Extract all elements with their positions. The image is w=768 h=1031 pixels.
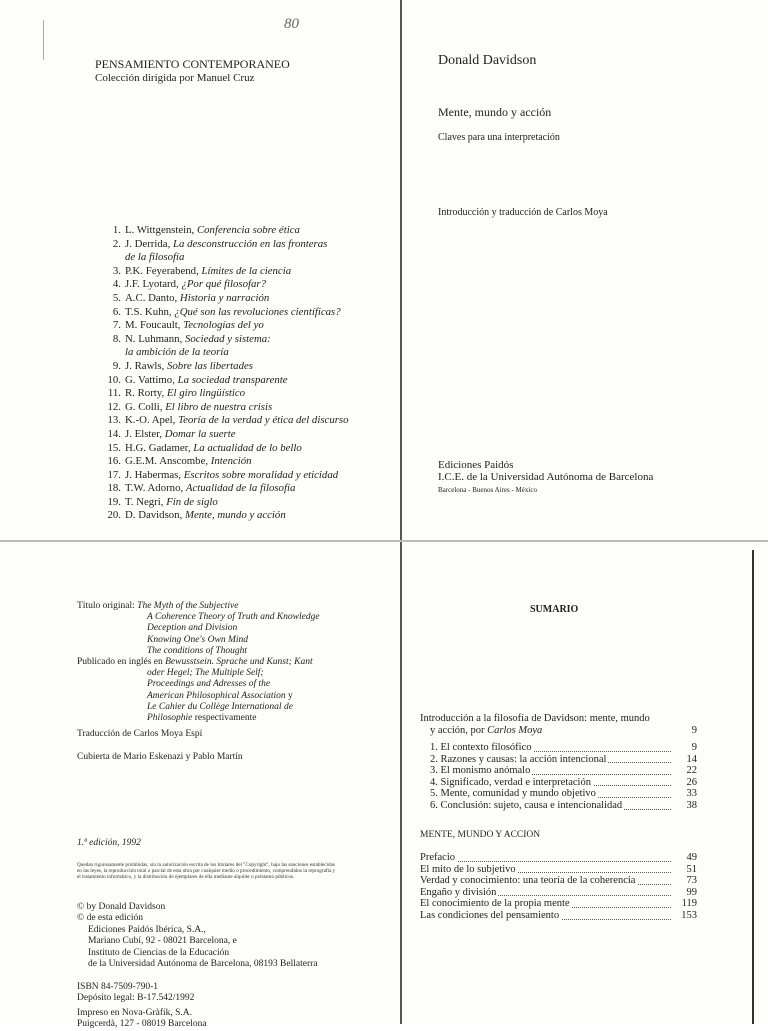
book-list-item-cont [95,251,349,265]
toc-label: Prefacio [420,852,455,863]
published-in-line: Proceedings and Adresses of the [147,679,271,690]
toc-page: 14 [686,753,697,765]
toc-entry [420,852,697,864]
book-number: 18. [107,482,121,495]
page-series-list [0,0,400,540]
leader-dots [420,861,671,862]
book-list-item [95,319,349,333]
book-list-item [95,469,349,483]
toc-label: 6. Conclusión: sujeto, causa e intencionalidad [430,799,623,811]
publisher-institute: I.C.E. de la Universidad Autónoma de Barcelona [438,471,654,483]
toc-page: 51 [686,863,697,875]
toc-entry [430,742,697,754]
isbn: ISBN 84-7509-790-1 [77,982,159,992]
toc-entry [430,777,697,789]
toc-page: 119 [681,898,697,910]
book-list-item [95,333,349,347]
book-list-item [95,442,349,456]
toc-label: Las condiciones del pensamiento [420,909,560,921]
right-edge-shadow [752,550,754,1024]
book-author: Donald Davidson [438,53,537,68]
book-list-item [95,374,349,388]
book-author: D. Davidson, [125,509,183,522]
intro-line1: Introducción a la filosofía de Davidson: mente, mundo [420,713,650,724]
book-list-item [95,414,349,428]
book-list-item [95,265,349,279]
book-number: 8. [112,332,121,345]
translator-credit: Introducción y traducción de Carlos Moya [438,207,608,218]
book-number: 2. [112,237,121,250]
toc-label: 2. Razones y causas: la acción intencional [430,753,607,765]
toc-page: 153 [681,909,697,921]
toc-entry [420,898,697,910]
series-book-list [95,224,349,523]
book-author: G. Colli, [125,400,163,413]
address-line: Mariano Cubí, 92 - 08021 Barcelona, e [88,936,237,947]
book-number: 20. [107,509,121,522]
book-list-item-cont [95,346,349,360]
toc-entry [420,875,697,887]
book-number: 15. [107,441,121,454]
book-number: 16. [107,455,121,468]
main-sections [420,852,697,922]
book-number: 19. [107,495,121,508]
book-subtitle: Claves para una interpretación [438,132,560,143]
original-title-label: Título original: [77,601,135,611]
book-author: J.F. Lyotard, [125,278,179,291]
book-title-cont: la ambición de la teoría [125,346,229,359]
original-titles-block [77,601,320,724]
book-author: J. Derrida, [125,237,171,250]
translation-credit: Traducción de Carlos Moya Espí [77,729,203,739]
book-author: L. Wittgenstein, [125,224,195,236]
book-list-item [95,278,349,292]
book-author: J. Rawls, [125,359,165,372]
published-in-line: Bewusstsein. Sprache und Kunst; Kant [165,657,313,668]
published-in-line: American Philosophical Association [147,690,286,701]
book-title: Mente, mundo y acción [438,105,552,119]
book-title: Límites de la ciencia [201,264,292,277]
book-author: N. Luhmann, [125,332,183,345]
intro-author: Carlos Moya [487,724,543,736]
book-title: Intención [210,455,252,468]
toc-entry [420,864,697,876]
deposito-legal: Depósito legal: B-17.542/1992 [77,993,195,1004]
book-number: 17. [107,468,121,481]
printer-name: Impreso en Nova-Gràfik, S.A. [77,1008,193,1018]
book-number: 1. [112,224,121,236]
book-list-item [95,482,349,496]
toc-page: 99 [686,886,697,898]
toc-entry [430,765,697,777]
copyright-block [77,902,318,970]
book-number: 7. [112,319,121,332]
book-list-item [95,455,349,469]
book-author: A.C. Danto, [125,291,178,304]
book-author: K.-O. Apel, [125,414,176,427]
book-number: 9. [112,359,121,372]
handwritten-page-mark: 80 [284,16,299,32]
book-author: J. Habermas, [125,468,182,481]
book-author: G. Vattimo, [125,373,175,386]
page-contents [402,542,768,1024]
toc-label: El mito de lo subjetivo [420,863,516,875]
page-copyright [0,542,400,1030]
book-title: Sociedad y sistema: [184,332,271,345]
book-list-item [95,496,349,510]
book-number: 6. [112,305,121,318]
toc-page: 73 [686,875,697,887]
toc-entry [430,788,697,800]
address-line: Ediciones Paidós Ibérica, S.A., [88,924,206,935]
intro-line2: y acción, por [430,724,485,736]
original-title-line: A Coherence Theory of Truth and Knowledge [147,612,320,623]
book-author: J. Elster, [125,427,163,440]
toc-label: Engaño y división [420,886,497,898]
intro-entry [420,713,697,736]
book-list-item [95,224,349,238]
book-number: 12. [107,400,121,413]
printer-block [77,1008,207,1031]
page-title [402,0,768,540]
published-in-conj: y [285,690,293,701]
book-list-item [95,306,349,320]
book-title: El giro lingüístico [166,387,246,400]
intro-sections [430,742,697,812]
book-number: 11. [107,387,121,400]
book-list-item [95,238,349,252]
series-title: PENSAMIENTO CONTEMPORANEO [95,57,290,71]
toc-page: 33 [686,788,697,800]
contents-heading: SUMARIO [530,604,579,615]
book-number: 10. [107,373,121,386]
toc-page: 26 [686,776,697,788]
book-title: La sociedad transparente [177,373,288,386]
address-line: de la Universidad Autónoma de Barcelona, 08193 Bellaterra [88,959,318,970]
toc-entry [420,910,697,922]
toc-entry [430,754,697,766]
book-list-item [95,509,349,523]
book-author: P.K. Feyerabend, [125,264,199,277]
legal-notice: Quedan rigurosamente prohibidas, sin la autorización escrita de los titulares del "Copyright", bajo las sanciones establecidas en las leyes, la reproducción total o parcial de esta obra por cualquier medio o procedimiento, comprendidos la reprografía y el tratamiento informático, y la distribución de ejemplares de ella mediante alquiler o préstamo públicos. [77,862,336,880]
original-title-line: The conditions of Thought [147,645,248,656]
book-author: H.G. Gadamer, [125,441,191,454]
book-number: 14. [107,427,121,440]
book-title: Mente, mundo y acción [184,509,286,522]
book-list-item [95,401,349,415]
copyright-author: © by Donald Davidson [77,902,166,912]
book-title: Sobre las libertades [167,359,253,372]
book-number: 4. [112,278,121,291]
toc-entry [420,887,697,899]
book-title: Domar la suerte [164,427,236,440]
scan-mark [43,20,44,60]
toc-label: El conocimiento de la propia mente [420,898,570,910]
toc-page: 22 [686,765,697,777]
book-list-item [95,292,349,306]
book-title: ¿Qué son las revoluciones científicas? [174,305,341,318]
book-number: 5. [112,291,121,304]
book-title: Tecnologías del yo [183,319,264,332]
book-author: T.W. Adorno, [125,482,184,495]
book-title: ¿Por qué filosofar? [181,278,267,291]
book-title-cont: de la filosofía [125,251,185,264]
book-title: Fin de siglo [166,495,218,508]
published-in-line: oder Hegel; The Multiple Self; [147,668,264,679]
published-in-line: Le Cahier du Collège International de [147,701,293,712]
book-list-item [95,387,349,401]
book-author: T.S. Kuhn, [125,305,172,318]
printer-address: Puigcerdà, 127 - 08019 Barcelona [77,1019,207,1030]
isbn-block [77,982,194,1005]
toc-page: 9 [691,742,697,753]
book-list-item [95,360,349,374]
series-director: Colección dirigida por Manuel Cruz [95,72,255,84]
publisher-name: Ediciones Paidós [438,459,514,471]
book-author: G.E.M. Anscombe, [125,455,209,468]
toc-page: 49 [686,852,697,863]
cover-credit: Cubierta de Mario Eskenazi y Pablo Martín [77,752,243,762]
published-in-resp: respectivamente [192,713,257,724]
book-title: Historia y narración [179,291,270,304]
address-line: Instituto de Ciencias de la Educación [88,947,230,958]
original-title-line: Deception and Division [147,623,238,634]
book-author: M. Foucault, [125,319,181,332]
book-title: La actualidad de lo bello [193,441,302,454]
book-title: El libro de nuestra crisis [165,400,273,413]
published-in-label: Publicado en inglés en [77,657,163,668]
toc-page: 38 [686,799,697,811]
original-title-line: Knowing One's Own Mind [147,634,248,645]
toc-label: 1. El contexto filosófico [430,742,532,753]
original-title-line: The Myth of the Subjective [137,601,239,611]
toc-label: Verdad y conocimiento: una teoría de la coherencia [420,875,636,887]
book-title: Teoría de la verdad y ética del discurso [178,414,349,427]
toc-label: 3. El monismo anómalo [430,765,531,777]
book-author: R. Rorty, [125,387,165,400]
section-heading: MENTE, MUNDO Y ACCION [420,830,541,840]
edition-line: 1.ª edición, 1992 [77,838,141,848]
published-in-line: Philosophie [147,713,193,724]
book-author: T. Negri, [125,495,164,508]
book-title: La desconstrucción en las fronteras [172,237,328,250]
book-title: Conferencia sobre ética [196,224,300,236]
book-title: Actualidad de la filosofía [185,482,296,495]
book-number: 13. [107,414,121,427]
copyright-edition: © de esta edición [77,913,144,924]
toc-label: 4. Significado, verdad e interpretación [430,776,591,788]
intro-page: 9 [691,724,697,736]
toc-label: 5. Mente, comunidad y mundo objetivo [430,788,596,800]
book-title: Escritos sobre moralidad y eticidad [183,468,339,481]
book-list-item [95,428,349,442]
publisher-cities: Barcelona - Buenos Aires - México [438,486,537,494]
toc-entry [430,800,697,812]
book-number: 3. [112,264,121,277]
